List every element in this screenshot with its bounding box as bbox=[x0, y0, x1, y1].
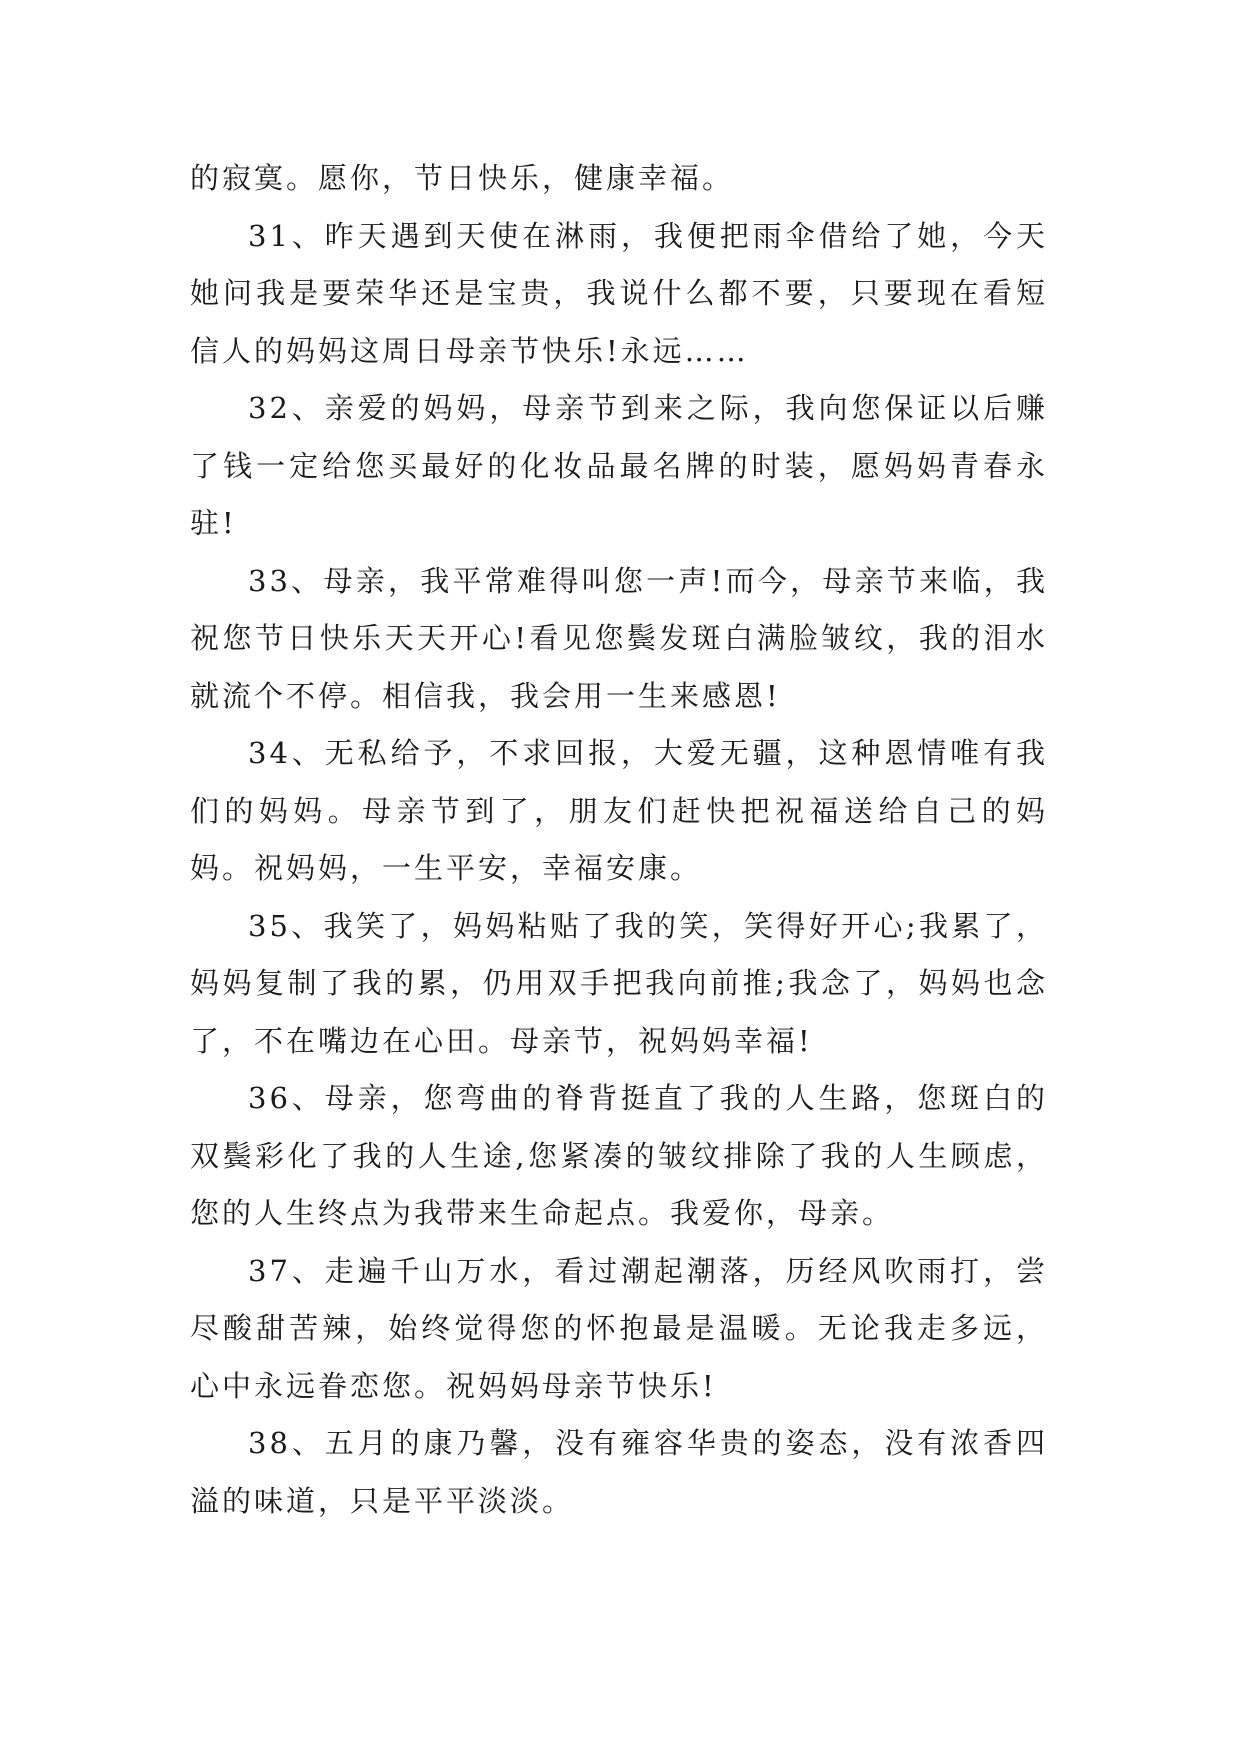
paragraph-34: 34、无私给予，不求回报，大爱无疆，这种恩情唯有我们的妈妈。母亲节到了，朋友们赶快把祝福送给自己的妈妈。祝妈妈，一生平安，幸福安康。 bbox=[190, 736, 1048, 885]
paragraph-36: 36、母亲，您弯曲的脊背挺直了我的人生路，您斑白的双鬓彩化了我的人生途,您紧凑的皱纹排除了我的人生顾虑，您的人生终点为我带来生命起点。我爱你，母亲。 bbox=[190, 1081, 1048, 1230]
paragraph-38: 38、五月的康乃馨，没有雍容华贵的姿态，没有浓香四溢的味道，只是平平淡淡。 bbox=[190, 1426, 1048, 1518]
paragraph-continuation: 的寂寞。愿你，节日快乐，健康幸福。 bbox=[190, 161, 735, 195]
paragraph-31: 31、昨天遇到天使在淋雨，我便把雨伞借给了她，今天她问我是要荣华还是宝贵，我说什么都不要，只要现在看短信人的妈妈这周日母亲节快乐!永远…… bbox=[190, 218, 1048, 368]
paragraph-37: 37、走遍千山万水，看过潮起潮落，历经风吹雨打，尝尽酸甜苦辣，始终觉得您的怀抱最是温暖。无论我走多远，心中永远眷恋您。祝妈妈母亲节快乐! bbox=[190, 1253, 1048, 1403]
paragraph-33: 33、母亲，我平常难得叫您一声!而今，母亲节来临，我祝您节日快乐天天开心!看见您鬓发斑白满脸皱纹，我的泪水就流个不停。相信我，我会用一生来感恩! bbox=[190, 563, 1048, 713]
document-page bbox=[190, 150, 1048, 1530]
paragraph-35: 35、我笑了，妈妈粘贴了我的笑，笑得好开心;我累了，妈妈复制了我的累，仍用双手把我向前推;我念了，妈妈也念了，不在嘴边在心田。母亲节，祝妈妈幸福! bbox=[190, 908, 1048, 1058]
paragraph-32: 32、亲爱的妈妈，母亲节到来之际，我向您保证以后赚了钱一定给您买最好的化妆品最名牌的时装，愿妈妈青春永驻! bbox=[190, 391, 1048, 540]
